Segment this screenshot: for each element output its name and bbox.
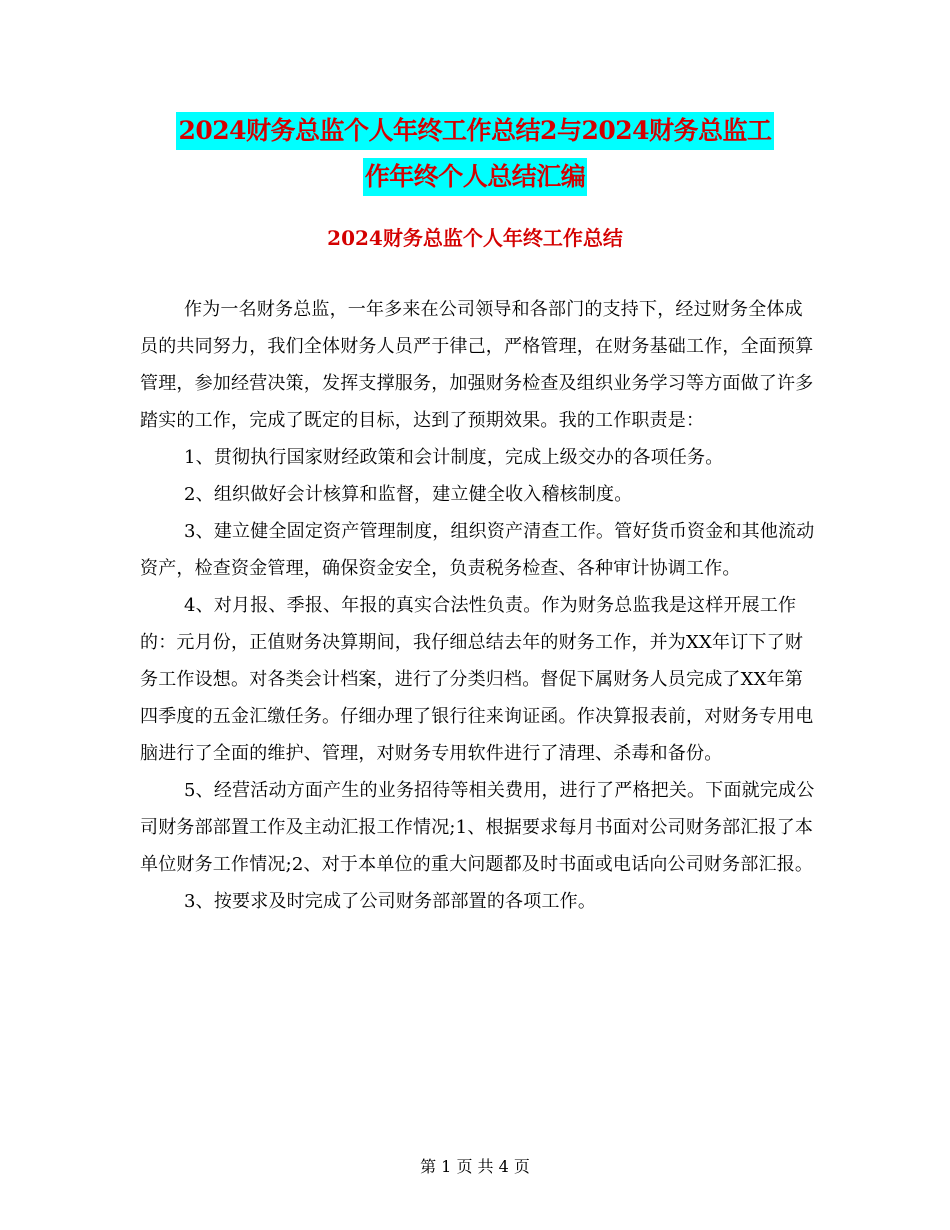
- paragraph-item-2: 2、组织做好会计核算和监督，建立健全收入稽核制度。: [184, 484, 633, 505]
- title-line-1: 2024财务总监个人年终工作总结2与2024财务总监工: [176, 112, 773, 150]
- paragraph-item-5: 5、经营活动方面产生的业务招待等相关费用，进行了严格把关。下面就完成公司财务部部置工作及主动汇报工作情况;1、根据要求每月书面对公司财务部汇报了本单位财务工作情况;2、对于本单位的重大问题都及时书面或电话向公司财务部汇报。: [140, 780, 815, 875]
- section-heading: 2024财务总监个人年终工作总结: [327, 226, 623, 250]
- title-line-2: 作年终个人总结汇编: [363, 158, 588, 196]
- paragraph-item-4: 4、对月报、季报、年报的真实合法性负责。作为财务总监我是这样开展工作的：元月份，正值财务决算期间，我仔细总结去年的财务工作，并为XX年订下了财务工作设想。对各类会计档案，进行了分类归档。督促下属财务人员完成了XX年第四季度的五金汇缴任务。仔细办理了银行往来询证函。作决算报表前，对财务专用电脑进行了全面的维护、管理，对财务专用软件进行了清理、杀毒和备份。: [140, 595, 814, 764]
- page-footer: 第 1 页 共 4 页: [420, 1157, 530, 1176]
- paragraph-item-3: 3、建立健全固定资产管理制度，组织资产清查工作。管好货币资金和其他流动资产，检查资金管理，确保资金安全，负责税务检查、各种审计协调工作。: [140, 521, 815, 579]
- paragraph-intro: 作为一名财务总监，一年多来在公司领导和各部门的支持下，经过财务全体成员的共同努力，我们全体财务人员严于律己，严格管理，在财务基础工作，全面预算管理，参加经营决策，发挥支撑服务，加强财务检查及组织业务学习等方面做了许多踏实的工作，完成了既定的目标，达到了预期效果。我的工作职责是：: [140, 299, 814, 431]
- paragraph-item-1: 1、贯彻执行国家财经政策和会计制度，完成上级交办的各项任务。: [184, 447, 724, 468]
- document-body: [140, 291, 820, 920]
- document-title: [0, 112, 950, 204]
- paragraph-item-6: 3、按要求及时完成了公司财务部部置的各项工作。: [184, 891, 597, 912]
